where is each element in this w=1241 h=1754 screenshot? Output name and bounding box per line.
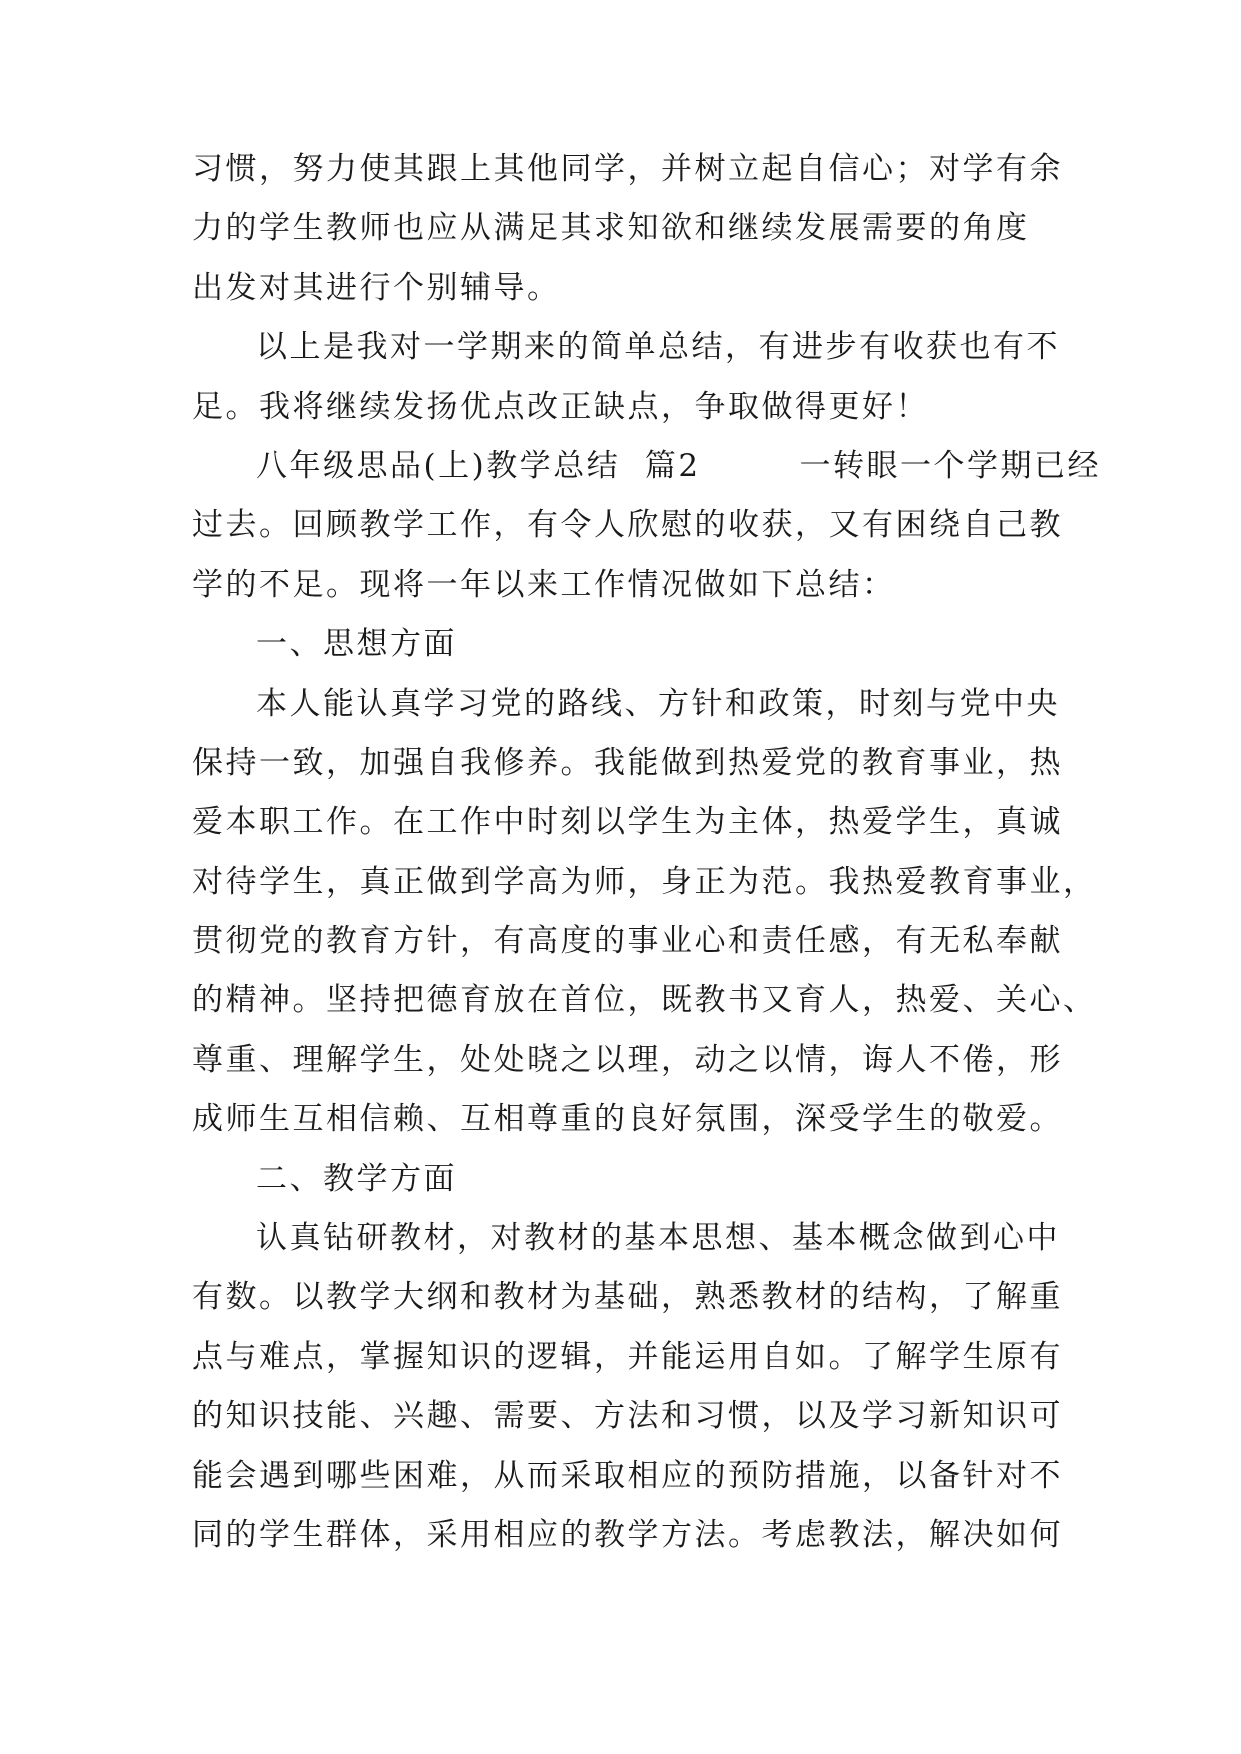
text-line: 二、教学方面 [256,1160,457,1197]
document-page [192,140,1101,1565]
text-line: 一、思想方面 [256,626,457,663]
text-line: 的知识技能、兴趣、需要、方法和习惯，以及学习新知识可 [192,1398,1063,1435]
heading-teaching [192,1150,1072,1209]
text-line: 的精神。坚持把德育放在首位，既教书又育人，热爱、关心、 [192,982,1097,1019]
text-line: 贯彻党的教育方针，有高度的事业心和责任感，有无私奉献 [192,923,1063,960]
text-line: 学的不足。现将一年以来工作情况做如下总结： [192,566,896,603]
text-line: 同的学生群体，采用相应的教学方法。考虑教法，解决如何 [192,1516,1063,1553]
text-line: 能会遇到哪些困难，从而采取相应的预防措施，以备针对不 [192,1457,1063,1494]
text-line: 本人能认真学习党的路线、方针和政策，时刻与党中央 [256,685,1060,722]
paragraph-thinking [192,675,1097,1150]
paragraph-summary [192,318,1072,437]
text-line: 以上是我对一学期来的简单总结，有进步有收获也有不 [256,329,1060,366]
text-line: 足。我将继续发扬优点改正缺点，争取做得更好！ [192,388,929,425]
text-line: 有数。以教学大纲和教材为基础，熟悉教材的结构，了解重 [192,1279,1063,1316]
text-line: 出发对其进行个别辅导。 [192,269,561,306]
text-line: 爱本职工作。在工作中时刻以学生为主体，热爱学生，真诚 [192,804,1063,841]
text-line: 认真钻研教材，对教材的基本思想、基本概念做到心中 [256,1220,1060,1257]
text-line: 八年级思品(上)教学总结 篇2 一转眼一个学期已经 [256,447,1101,484]
text-line: 成师生互相信赖、互相尊重的良好氛围，深受学生的敬爱。 [192,1101,1063,1138]
paragraph-section-heading-article-2 [192,437,1101,615]
heading-thinking [192,615,1072,674]
text-line: 过去。回顾教学工作，有令人欣慰的收获，又有困绕自己教 [192,507,1063,544]
text-line: 点与难点，掌握知识的逻辑，并能运用自如。了解学生原有 [192,1338,1063,1375]
text-line: 尊重、理解学生，处处晓之以理，动之以情，诲人不倦，形 [192,1041,1063,1078]
text-line: 对待学生，真正做到学高为师，身正为范。我热爱教育事业， [192,863,1097,900]
text-line: 力的学生教师也应从满足其求知欲和继续发展需要的角度 [192,210,1030,247]
text-line: 保持一致，加强自我修养。我能做到热爱党的教育事业，热 [192,744,1063,781]
paragraph-continuation [192,140,1072,318]
paragraph-teaching [192,1209,1072,1565]
text-line: 习惯，努力使其跟上其他同学，并树立起自信心；对学有余 [192,151,1063,187]
